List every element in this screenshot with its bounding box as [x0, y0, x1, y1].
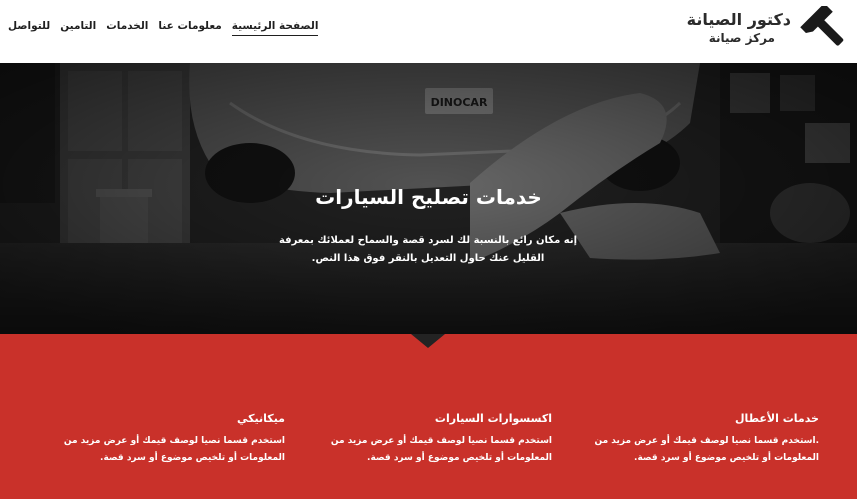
nav-item-insurance[interactable]: التامين — [60, 20, 97, 32]
services-section — [0, 334, 857, 499]
brand-subtitle: مركز صيانة — [708, 31, 775, 45]
nav-item-home[interactable]: الصفحة الرئيسية — [232, 20, 319, 36]
site-header — [0, 0, 857, 63]
service-description: استخدم قسما نصيا لوصف قيمك أو عرض مزيد من المعلومات أو تلخيص موضوع أو سرد قصة. — [63, 436, 285, 463]
hero-description: إنه مكان رائع بالنسبة لك لسرد قصة والسماح لعملائك بمعرفة القليل عنك حاول التعديل بالنقر فوق هذا النص. — [278, 235, 578, 264]
section-divider-arrow — [411, 334, 445, 348]
main-nav — [8, 20, 318, 36]
service-description: .استخدم قسما نصيا لوصف قيمك أو عرض مزيد من المعلومات أو تلخيص موضوع أو سرد قصة. — [594, 436, 819, 463]
hero-title: خدمات تصليح السيارات — [315, 185, 542, 209]
nav-item-services[interactable]: الخدمات — [106, 20, 149, 32]
service-card-mechanic — [35, 412, 285, 467]
nav-item-about[interactable]: معلومات عنا — [158, 20, 222, 32]
hero-section — [0, 63, 857, 334]
service-card-accessories — [302, 412, 552, 467]
service-title: ميكانيكي — [237, 412, 285, 425]
nav-item-contact[interactable]: للتواصل — [8, 20, 51, 32]
hammer-icon — [800, 6, 850, 50]
service-title: خدمات الأعطال — [735, 412, 819, 425]
service-title: اكسسوارات السيارات — [434, 412, 552, 425]
brand-title[interactable]: دكتور الصيانة — [686, 10, 791, 29]
service-description: استخدم قسما نصيا لوصف قيمك أو عرض مزيد من المعلومات أو تلخيص موضوع أو سرد قصة. — [330, 436, 552, 463]
service-card-breakdowns — [569, 412, 819, 467]
